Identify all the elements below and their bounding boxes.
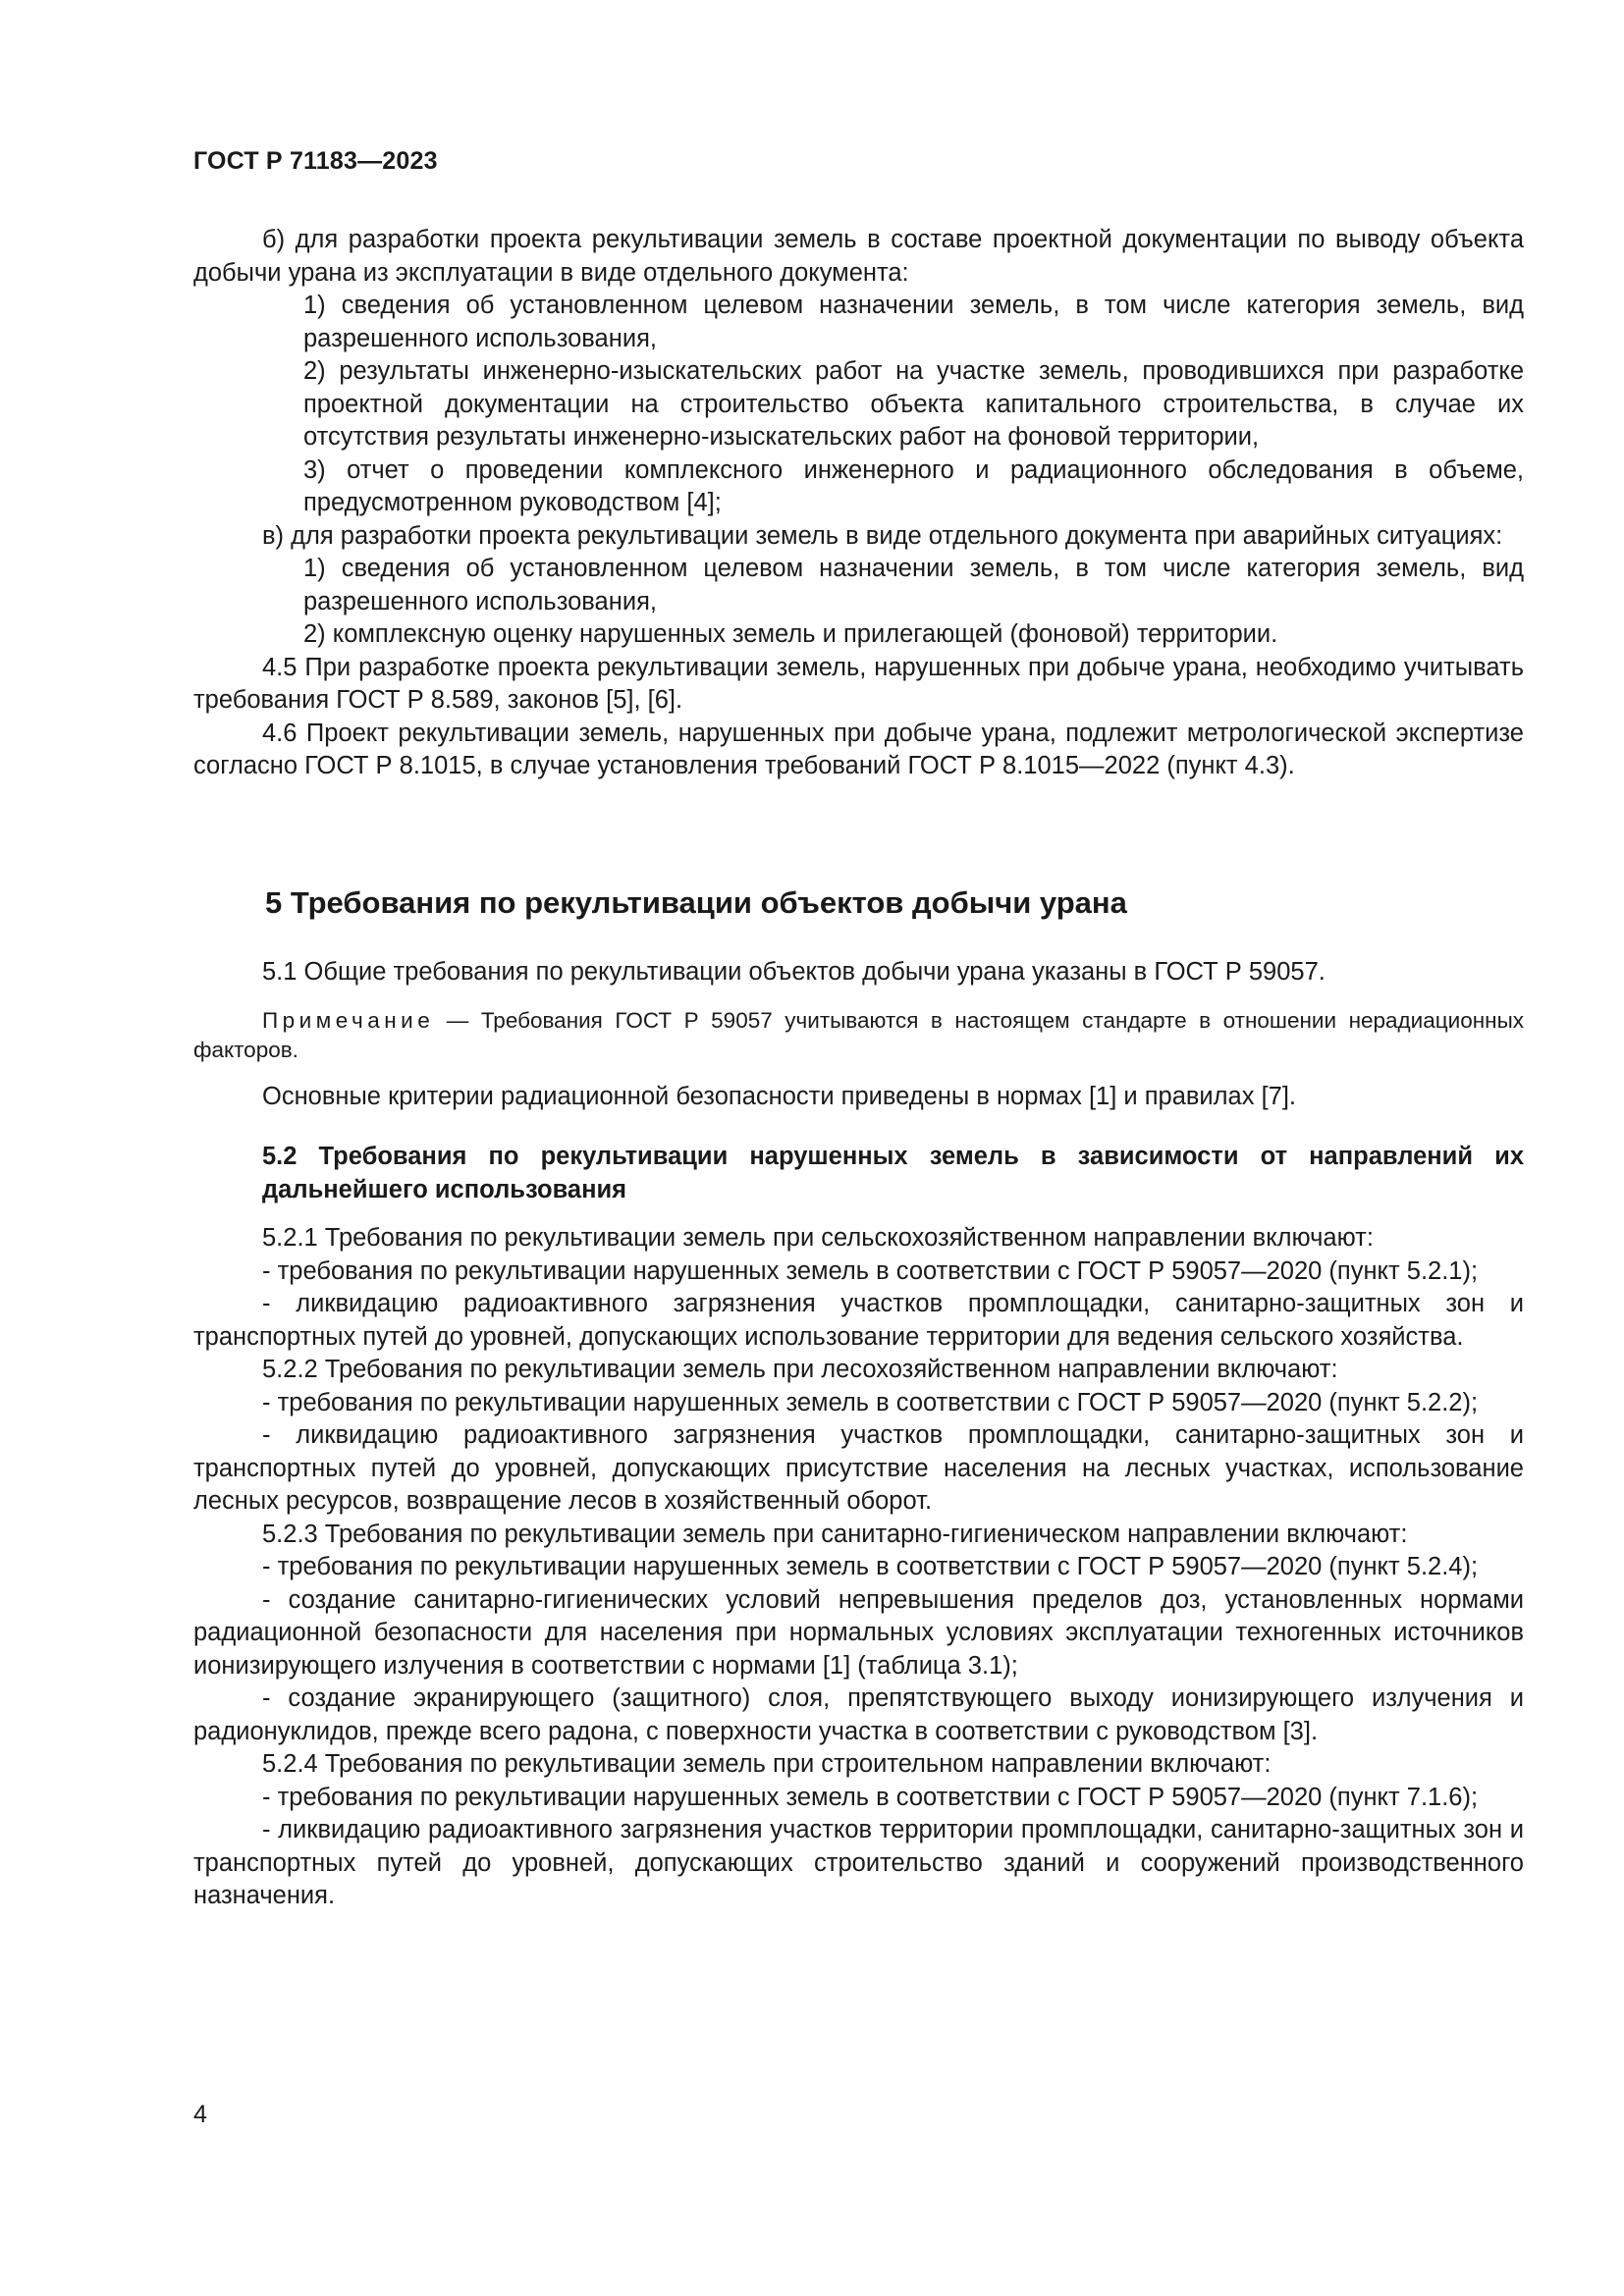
paragraph-b-3: 3) отчет о проведении комплексного инженерного и радиационного обследования в объеме, предусмотренном руководством [4];	[303, 455, 1524, 516]
subsection-5-2-heading: 5.2 Требования по рекультивации нарушенных земель в зависимости от направлений их дальнейшего использования	[262, 1143, 1524, 1203]
paragraph-5-2-2-a: - требования по рекультивации нарушенных земель в соответствии с ГОСТ Р 59057—2020 (пункт 5.2.2);	[262, 1388, 1479, 1416]
criteria-paragraph: Основные критерии радиационной безопасности приведены в нормах [1] и правилах [7].	[262, 1083, 1297, 1110]
document-header: ГОСТ Р 71183—2023	[193, 147, 438, 175]
paragraph-5-2-4-a: - требования по рекультивации нарушенных земель в соответствии с ГОСТ Р 59057—2020 (пункт 7.1.6);	[262, 1783, 1479, 1811]
subsection-5-2-body	[193, 1222, 1524, 1913]
paragraph-5-2-3-c: - создание экранирующего (защитного) слоя, препятствующего выходу ионизирующего излучения и радионуклидов, прежде всего радона, с поверхности участка в соответствии с руководством [3].	[193, 1684, 1524, 1745]
paragraph-4-5: 4.5 При разработке проекта рекультивации земель, нарушенных при добыче урана, необходимо учитывать требования ГОСТ Р 8.589, законов [5], [6].	[193, 653, 1524, 714]
note-label: Примечание	[262, 1008, 435, 1033]
subsection-5-2-heading-block	[193, 1141, 1524, 1206]
page-number: 4	[193, 2101, 207, 2128]
note-text: — Требования ГОСТ Р 59057 учитываются в настоящем стандарте в отношении нерадиационных факторов.	[193, 1008, 1524, 1062]
paragraph-5-2-3-a: - требования по рекультивации нарушенных земель в соответствии с ГОСТ Р 59057—2020 (пункт 5.2.4);	[262, 1553, 1479, 1580]
note-paragraph	[193, 1006, 1524, 1065]
paragraph-5-2-3-b: - создание санитарно-гигиенических условий непревышения пределов доз, установленных нормами радиационной безопасности для населения при нормальных условиях эксплуатации техногенных источников ионизирующего излучения в соответствии с нормами [1] (таблица 3.1);	[193, 1585, 1524, 1680]
paragraph-5-2-3: 5.2.3 Требования по рекультивации земель при санитарно-гигиеническом направлении включают:	[262, 1520, 1408, 1548]
paragraph-v: в) для разработки проекта рекультивации земель в виде отдельного документа при аварийных ситуациях:	[262, 521, 1503, 550]
paragraph-5-2-1-b: - ликвидацию радиоактивного загрязнения участков промплощадки, санитарно-защитных зон и транспортных путей до уровней, допускающих использование территории для ведения сельского хозяйства.	[193, 1290, 1524, 1351]
criteria-block	[193, 1081, 1524, 1114]
section-5-intro	[193, 956, 1524, 989]
paragraph-5-2-1-a: - требования по рекультивации нарушенных земель в соответствии с ГОСТ Р 59057—2020 (пункт 5.2.1);	[262, 1256, 1479, 1285]
paragraph-5-1: 5.1 Общие требования по рекультивации объектов добычи урана указаны в ГОСТ Р 59057.	[262, 958, 1326, 986]
paragraph-5-2-2-b: - ликвидацию радиоактивного загрязнения участков промплощадки, санитарно-защитных зон и транспортных путей до уровней, допускающих присутствие населения на лесных участках, использование лесных ресурсов, возвращение лесов в хозяйственный оборот.	[193, 1421, 1524, 1515]
paragraph-5-2-2: 5.2.2 Требования по рекультивации земель при лесохозяйственном направлении включают:	[262, 1356, 1338, 1383]
paragraph-5-2-4-b: - ликвидацию радиоактивного загрязнения участков территории промплощадки, санитарно-защитных зон и транспортных путей до уровней, допускающих строительство зданий и сооружений производственного назначения.	[193, 1816, 1524, 1909]
paragraph-b: б) для разработки проекта рекультивации земель в составе проектной документации по выводу объекта добычи урана из эксплуатации в виде отдельного документа:	[193, 226, 1524, 287]
paragraph-b-2: 2) результаты инженерно-изыскательских работ на участке земель, проводившихся при разработке проектной документации на строительство объекта капитального строительства, в случае их отсутствия результаты инженерно-изыскательских работ на фоновой территории,	[303, 357, 1524, 451]
section-5-heading: 5 Требования по рекультивации объектов добычи урана	[265, 885, 1127, 920]
paragraph-5-2-1: 5.2.1 Требования по рекультивации земель при сельскохозяйственном направлении включают:	[262, 1224, 1374, 1252]
paragraph-v-1: 1) сведения об установленном целевом назначении земель, в том числе категория земель, вид разрешенного использования,	[303, 555, 1524, 615]
note-block	[193, 1006, 1524, 1065]
paragraph-v-2: 2) комплексную оценку нарушенных земель и прилегающей (фоновой) территории.	[303, 620, 1278, 648]
paragraph-4-6: 4.6 Проект рекультивации земель, нарушенных при добыче урана, подлежит метрологической экспертизе согласно ГОСТ Р 8.1015, в случае установления требований ГОСТ Р 8.1015—2022 (пункт 4.3).	[193, 719, 1524, 779]
top-text-block	[193, 224, 1524, 783]
paragraph-5-2-4: 5.2.4 Требования по рекультивации земель при строительном направлении включают:	[262, 1750, 1272, 1778]
paragraph-b-1: 1) сведения об установленном целевом назначении земель, в том числе категория земель, вид разрешенного использования,	[303, 292, 1524, 352]
